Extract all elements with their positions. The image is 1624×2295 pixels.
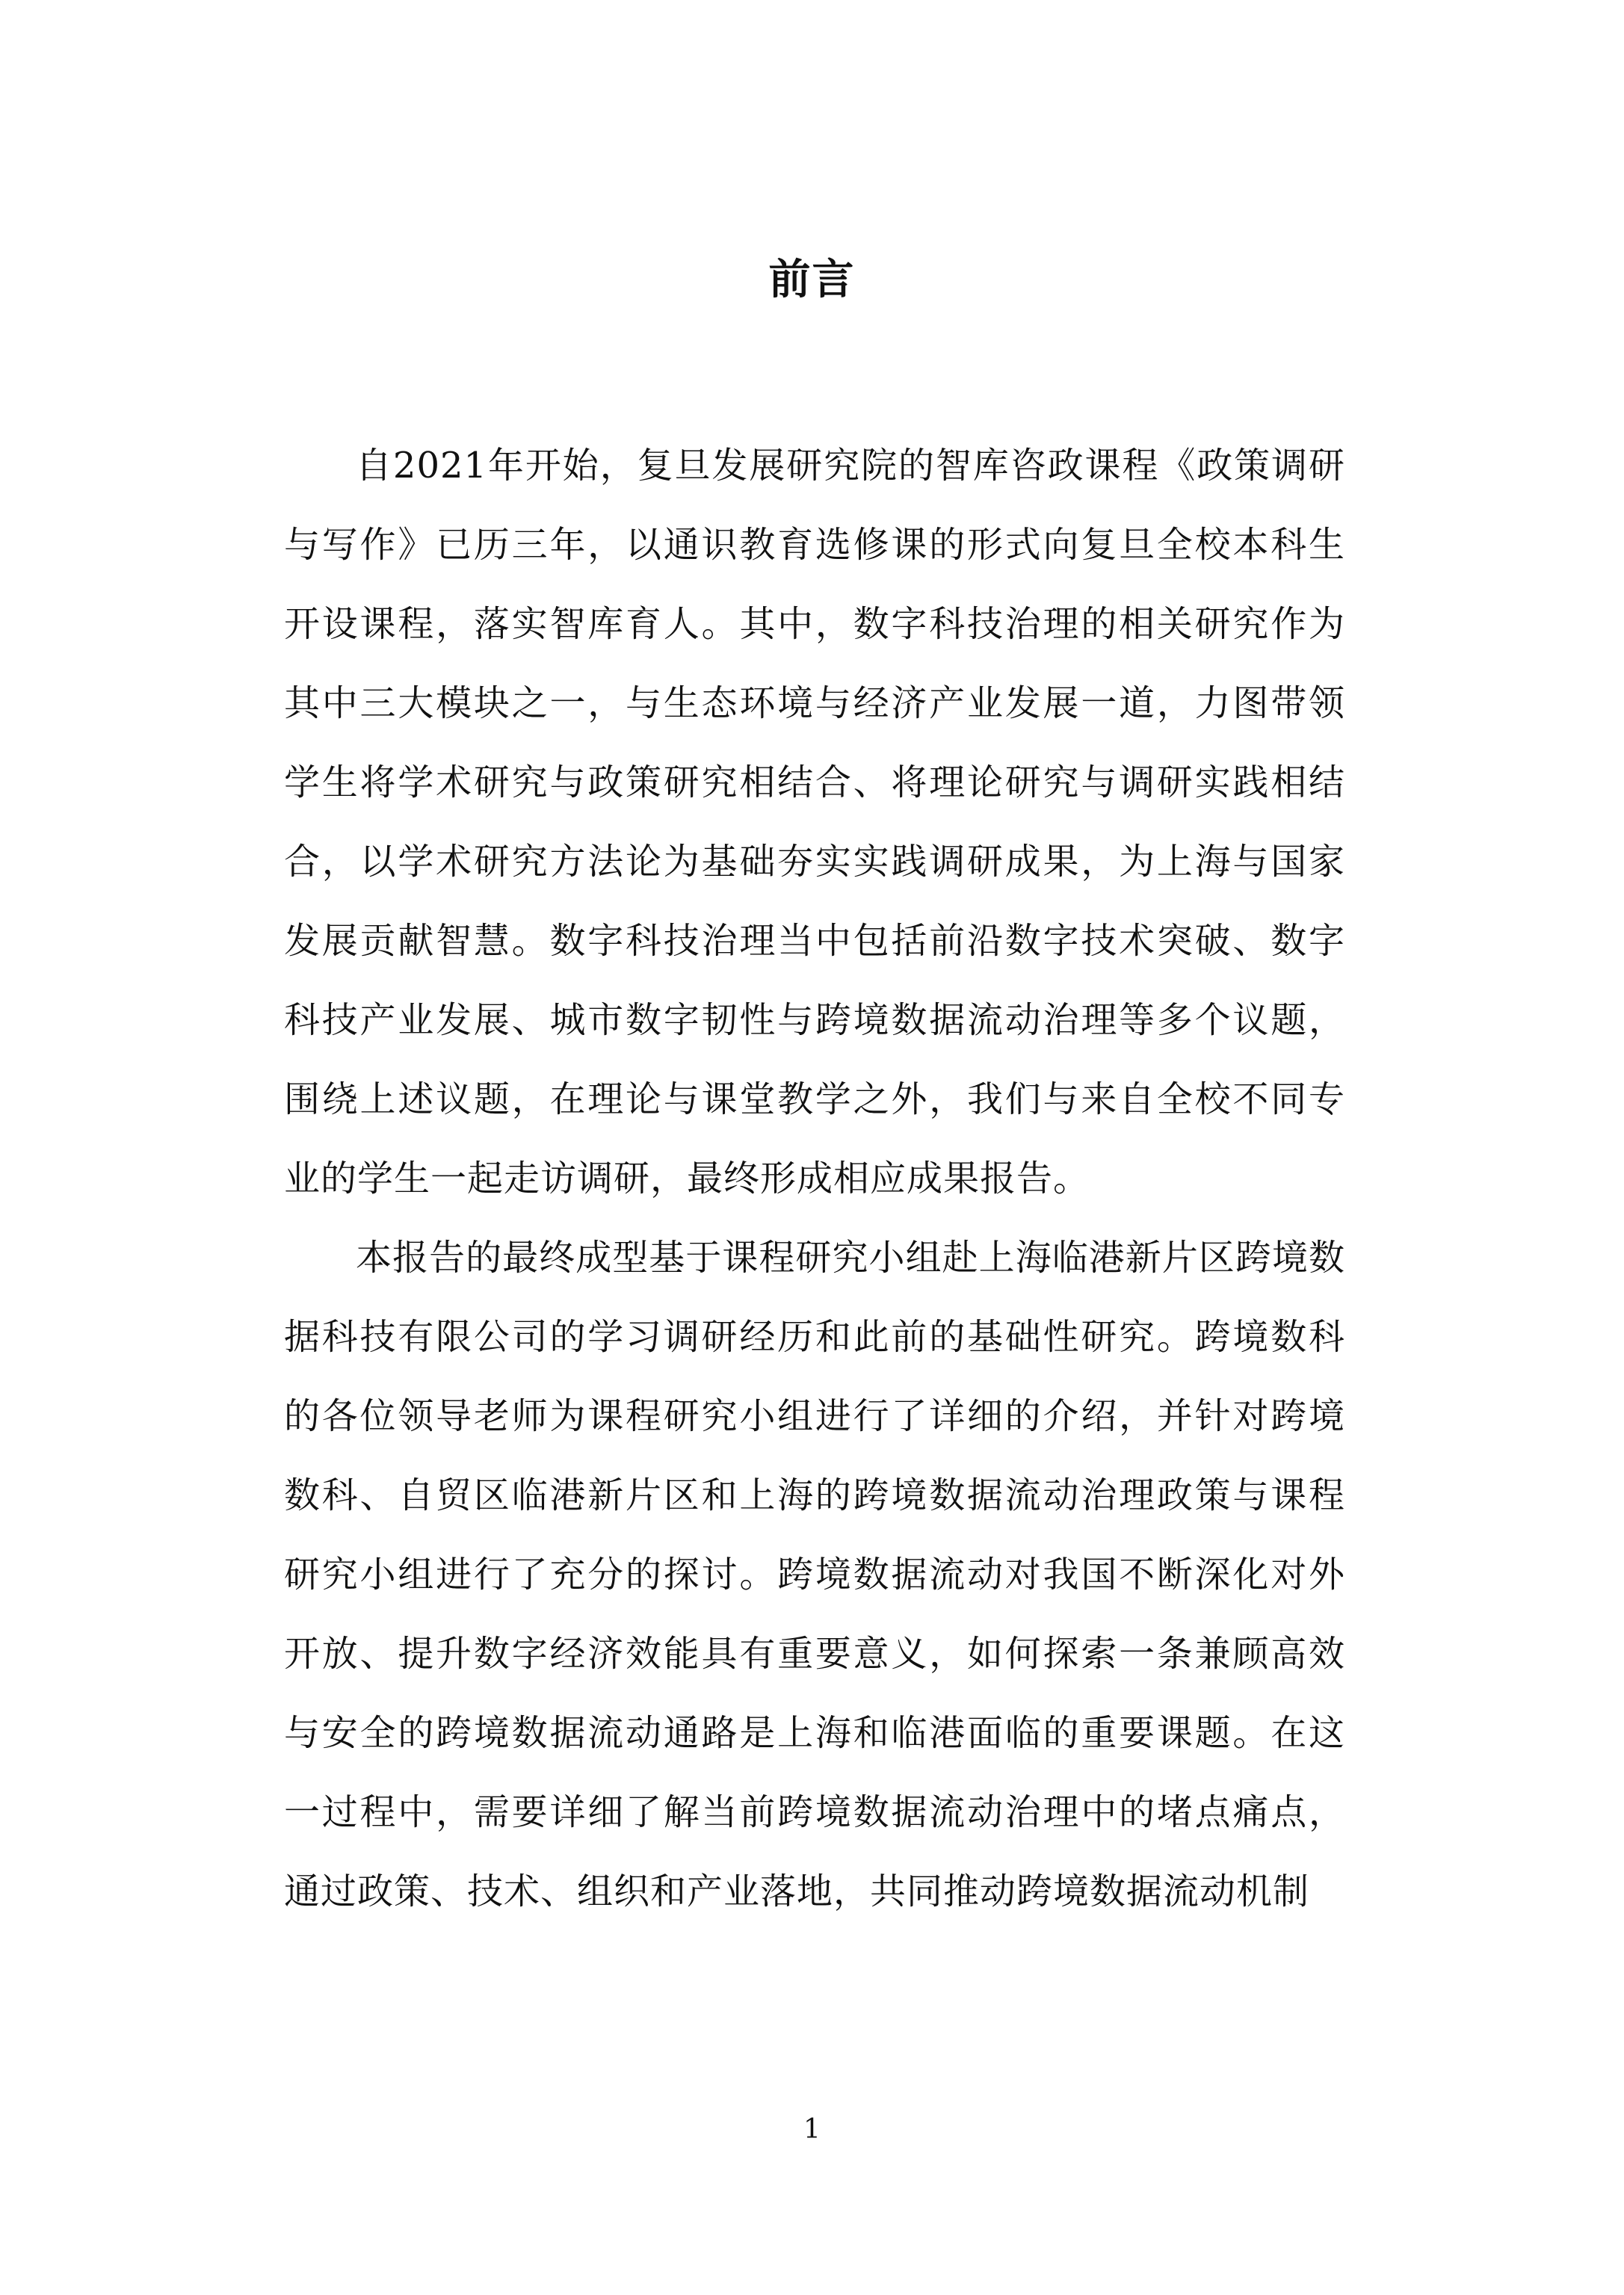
preface-body — [284, 426, 1345, 1931]
paragraph-2: 本报告的最终成型基于课程研究小组赴上海临港新片区跨境数据科技有限公司的学习调研经历和此前的基础性研究。跨境数科的各位领导老师为课程研究小组进行了详细的介绍，并针对跨境数科、自贸区临港新片区和上海的跨境数据流动治理政策与课程研究小组进行了充分的探讨。跨境数据流动对我国不断深化对外开放、提升数字经济效能具有重要意义，如何探索一条兼顾高效与安全的跨境数据流动通路是上海和临港面临的重要课题。在这一过程中，需要详细了解当前跨境数据流动治理中的堵点痛点，通过政策、技术、组织和产业落地，共同推动跨境数据流动机制 — [284, 1237, 1345, 1912]
page-number: 1 — [803, 2114, 821, 2145]
paragraph-1: 自2021年开始，复旦发展研究院的智库咨政课程《政策调研与写作》已历三年，以通识教育选修课的形式向复旦全校本科生开设课程，落实智库育人。其中，数字科技治理的相关研究作为其中三大模块之一，与生态环境与经济产业发展一道，力图带领学生将学术研究与政策研究相结合、将理论研究与调研实践相结合，以学术研究方法论为基础夯实实践调研成果，为上海与国家发展贡献智慧。数字科技治理当中包括前沿数字技术突破、数字科技产业发展、城市数字韧性与跨境数据流动治理等多个议题，围绕上述议题，在理论与课堂教学之外，我们与来自全校不同专业的学生一起走访调研，最终形成相应成果报告。 — [284, 445, 1345, 1199]
page-title: 前言 — [768, 256, 856, 304]
